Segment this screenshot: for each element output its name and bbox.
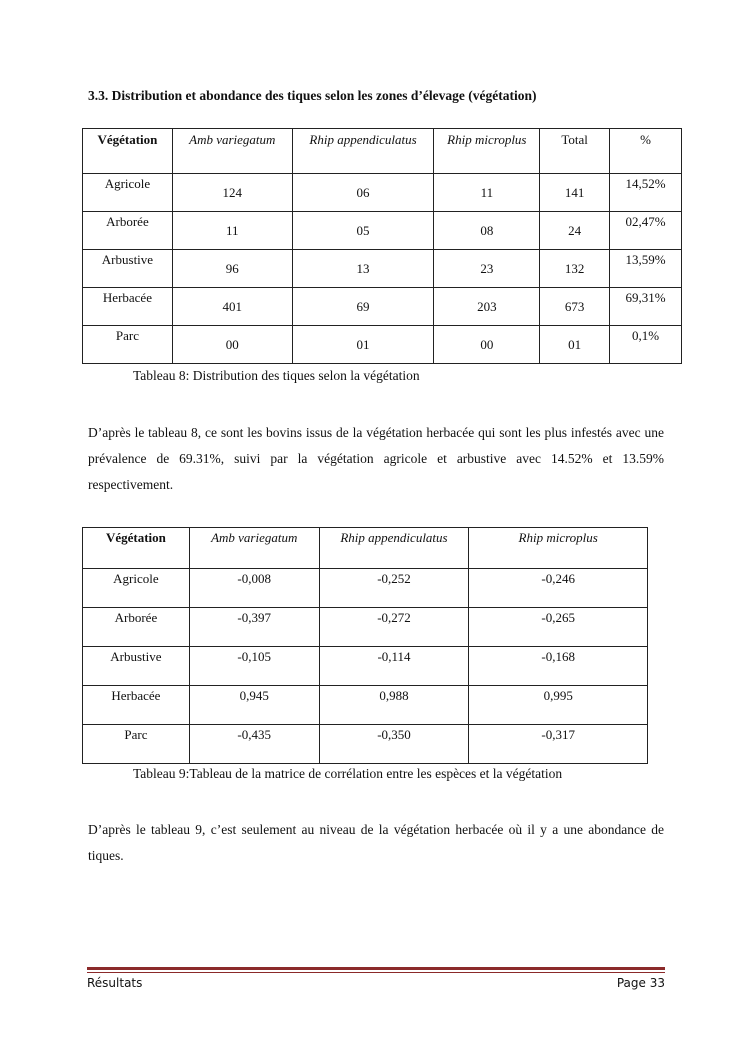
cell-value: -0,252: [319, 569, 469, 608]
cell-vegetation: Arborée: [83, 608, 190, 647]
table-row: [83, 326, 682, 364]
col-header-rhip-appendiculatus: Rhip appendiculatus: [292, 129, 434, 174]
cell-value: -0,272: [319, 608, 469, 647]
table-row: [83, 174, 682, 212]
cell-value: -0,246: [469, 569, 648, 608]
table-8-caption: Tableau 8: Distribution des tiques selon la végétation: [133, 368, 420, 383]
cell-vegetation: Arborée: [83, 212, 173, 250]
cell-value: -0,168: [469, 647, 648, 686]
cell-percent: 14,52%: [610, 174, 682, 212]
cell-value: 05: [292, 212, 434, 250]
table-row: [83, 212, 682, 250]
table-row: [83, 569, 648, 608]
cell-value: -0,350: [319, 725, 469, 764]
cell-value: -0,265: [469, 608, 648, 647]
cell-value: 124: [172, 174, 292, 212]
cell-value: 96: [172, 250, 292, 288]
cell-total: 673: [540, 288, 610, 326]
col-header-rhip-appendiculatus: Rhip appendiculatus: [319, 528, 469, 569]
cell-value: -0,114: [319, 647, 469, 686]
page-footer: [87, 976, 665, 990]
cell-value: 13: [292, 250, 434, 288]
cell-vegetation: Arbustive: [83, 647, 190, 686]
cell-vegetation: Arbustive: [83, 250, 173, 288]
paragraph-2: D’après le tableau 9, c’est seulement au niveau de la végétation herbacée où il y a une abondance de tiques.: [88, 822, 664, 863]
table-header-row: [83, 129, 682, 174]
col-header-total: Total: [540, 129, 610, 174]
cell-vegetation: Agricole: [83, 174, 173, 212]
cell-value: -0,008: [189, 569, 319, 608]
cell-value: 11: [434, 174, 540, 212]
table-row: [83, 725, 648, 764]
table-row: [83, 250, 682, 288]
footer-page-number: Page 33: [616, 976, 665, 990]
table-8-tick-distribution: [82, 128, 682, 364]
cell-value: 00: [434, 326, 540, 364]
cell-value: 0,988: [319, 686, 469, 725]
table-9-correlation-matrix: [82, 527, 648, 764]
cell-total: 24: [540, 212, 610, 250]
cell-vegetation: Parc: [83, 725, 190, 764]
cell-value: 0,995: [469, 686, 648, 725]
col-header-vegetation: Végétation: [83, 129, 173, 174]
col-header-vegetation: Végétation: [83, 528, 190, 569]
cell-value: 00: [172, 326, 292, 364]
cell-vegetation: Agricole: [83, 569, 190, 608]
cell-value: 11: [172, 212, 292, 250]
section-heading: 3.3. Distribution et abondance des tiques selon les zones d’élevage (végétation): [88, 88, 537, 103]
cell-total: 141: [540, 174, 610, 212]
paragraph-1: D’après le tableau 8, ce sont les bovins issus de la végétation herbacée qui sont les plus infestés avec une prévalence de 69.31%, suivi par la végétation agricole et arbustive avec 14.52% et 13.59% respectivement.: [88, 425, 664, 492]
table-header-row: [83, 528, 648, 569]
cell-percent: 0,1%: [610, 326, 682, 364]
table-row: [83, 686, 648, 725]
cell-total: 132: [540, 250, 610, 288]
footer-section-label: Résultats: [87, 976, 143, 990]
table-row: [83, 288, 682, 326]
footer-rule-thick: [87, 967, 665, 970]
cell-value: -0,435: [189, 725, 319, 764]
cell-value: -0,317: [469, 725, 648, 764]
col-header-amb-variegatum: Amb variegatum: [189, 528, 319, 569]
col-header-amb-variegatum: Amb variegatum: [172, 129, 292, 174]
cell-percent: 02,47%: [610, 212, 682, 250]
cell-value: -0,105: [189, 647, 319, 686]
cell-total: 01: [540, 326, 610, 364]
table-row: [83, 647, 648, 686]
cell-value: 23: [434, 250, 540, 288]
cell-value: -0,397: [189, 608, 319, 647]
cell-value: 69: [292, 288, 434, 326]
cell-value: 06: [292, 174, 434, 212]
col-header-rhip-microplus: Rhip microplus: [469, 528, 648, 569]
cell-vegetation: Herbacée: [83, 686, 190, 725]
cell-value: 401: [172, 288, 292, 326]
cell-vegetation: Herbacée: [83, 288, 173, 326]
col-header-rhip-microplus: Rhip microplus: [434, 129, 540, 174]
col-header-percent: %: [610, 129, 682, 174]
cell-value: 01: [292, 326, 434, 364]
cell-percent: 13,59%: [610, 250, 682, 288]
table-9-caption: Tableau 9:Tableau de la matrice de corrélation entre les espèces et la végétation: [133, 766, 563, 781]
cell-vegetation: Parc: [83, 326, 173, 364]
table-row: [83, 608, 648, 647]
cell-value: 203: [434, 288, 540, 326]
cell-value: 0,945: [189, 686, 319, 725]
cell-percent: 69,31%: [610, 288, 682, 326]
cell-value: 08: [434, 212, 540, 250]
footer-rule-thin: [87, 972, 665, 973]
